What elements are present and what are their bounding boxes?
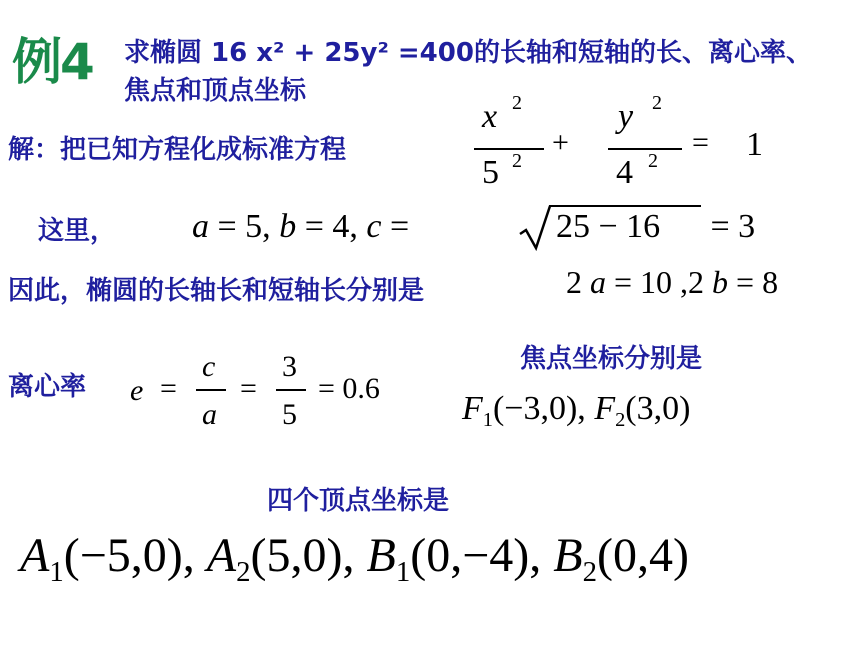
a1-coords: (−5,0),	[63, 529, 195, 582]
plus-sign: +	[552, 126, 569, 159]
b2-subscript: 2	[582, 556, 597, 589]
f2-coords: (3,0)	[625, 390, 691, 427]
short-axis-value: = 8	[728, 264, 779, 300]
short-axis-coef: 2	[688, 264, 705, 300]
x-numerator: x	[482, 98, 498, 135]
var-a: a	[192, 208, 209, 245]
f1-letter: F	[462, 390, 483, 427]
sqrt-icon	[518, 204, 558, 252]
short-axis-var: b	[712, 264, 729, 300]
frac1-numerator: c	[202, 350, 216, 383]
f1-subscript: 1	[482, 409, 493, 432]
f2-subscript: 2	[615, 409, 626, 432]
c-result: = 3	[702, 208, 756, 245]
eq-2: =	[240, 372, 257, 405]
var-b: b	[279, 208, 297, 245]
long-axis-var: a	[590, 264, 606, 300]
a2-subscript: 2	[236, 556, 251, 589]
x-denominator-exponent: 2	[512, 150, 522, 172]
x-numerator-exponent: 2	[512, 92, 522, 114]
frac2-denominator: 5	[282, 398, 297, 431]
vertices-coordinates	[20, 528, 689, 589]
f2-letter: F	[594, 390, 616, 427]
b-value: = 4,	[296, 208, 358, 245]
sqrt-content: 25 − 16	[556, 208, 661, 245]
b2-coords: (0,4)	[597, 529, 689, 582]
b1-subscript: 1	[395, 556, 411, 589]
c-equals: =	[381, 208, 418, 245]
y-denominator: 4	[616, 154, 633, 191]
axis-lengths-values	[566, 264, 778, 301]
equals-sign: =	[692, 126, 709, 159]
foci-label: 焦点坐标分别是	[520, 344, 703, 374]
b1-letter: B	[366, 529, 396, 582]
eccentricity-label: 离心率	[8, 372, 87, 402]
solution-label: 解：把已知方程化成标准方程	[8, 135, 347, 165]
a1-subscript: 1	[49, 556, 64, 589]
vertices-label: 四个顶点坐标是	[267, 486, 450, 516]
y-denominator-exponent: 2	[648, 150, 658, 172]
a2-letter: A	[206, 529, 237, 582]
a-value: = 5,	[209, 208, 271, 245]
long-axis-coef: 2	[566, 264, 582, 300]
b2-letter: B	[553, 529, 583, 582]
a1-letter: A	[20, 529, 50, 582]
var-c: c	[366, 208, 382, 245]
f1-coords: (−3,0),	[492, 390, 586, 427]
b1-coords: (0,−4),	[410, 529, 542, 582]
equation-rhs: 1	[746, 126, 763, 163]
x-denominator: 5	[482, 154, 499, 191]
frac2-numerator: 3	[282, 350, 297, 383]
here-label: 这里，	[38, 216, 117, 246]
example-number: 例4	[12, 33, 93, 91]
frac1-bar	[196, 389, 226, 391]
foci-coordinates	[462, 390, 690, 432]
sqrt-vinculum	[549, 205, 701, 207]
problem-statement: 求椭圆 16 x² + 25y² =400的长轴和短轴的长、离心率、焦点和顶点坐标	[124, 38, 812, 106]
x-fraction-bar	[474, 148, 544, 150]
long-axis-value: = 10 ,	[606, 264, 689, 300]
frac1-denominator: a	[202, 398, 217, 431]
a2-coords: (5,0),	[250, 529, 355, 582]
y-numerator: y	[618, 98, 634, 135]
axis-lengths-label: 因此，椭圆的长轴长和短轴长分别是	[8, 276, 425, 306]
abc-values	[192, 208, 418, 246]
eq-1: =	[160, 372, 177, 405]
y-numerator-exponent: 2	[652, 92, 662, 114]
y-fraction-bar	[608, 148, 682, 150]
e-var: e	[130, 374, 144, 407]
frac2-bar	[276, 389, 306, 391]
eccentricity-value: = 0.6	[318, 372, 380, 405]
